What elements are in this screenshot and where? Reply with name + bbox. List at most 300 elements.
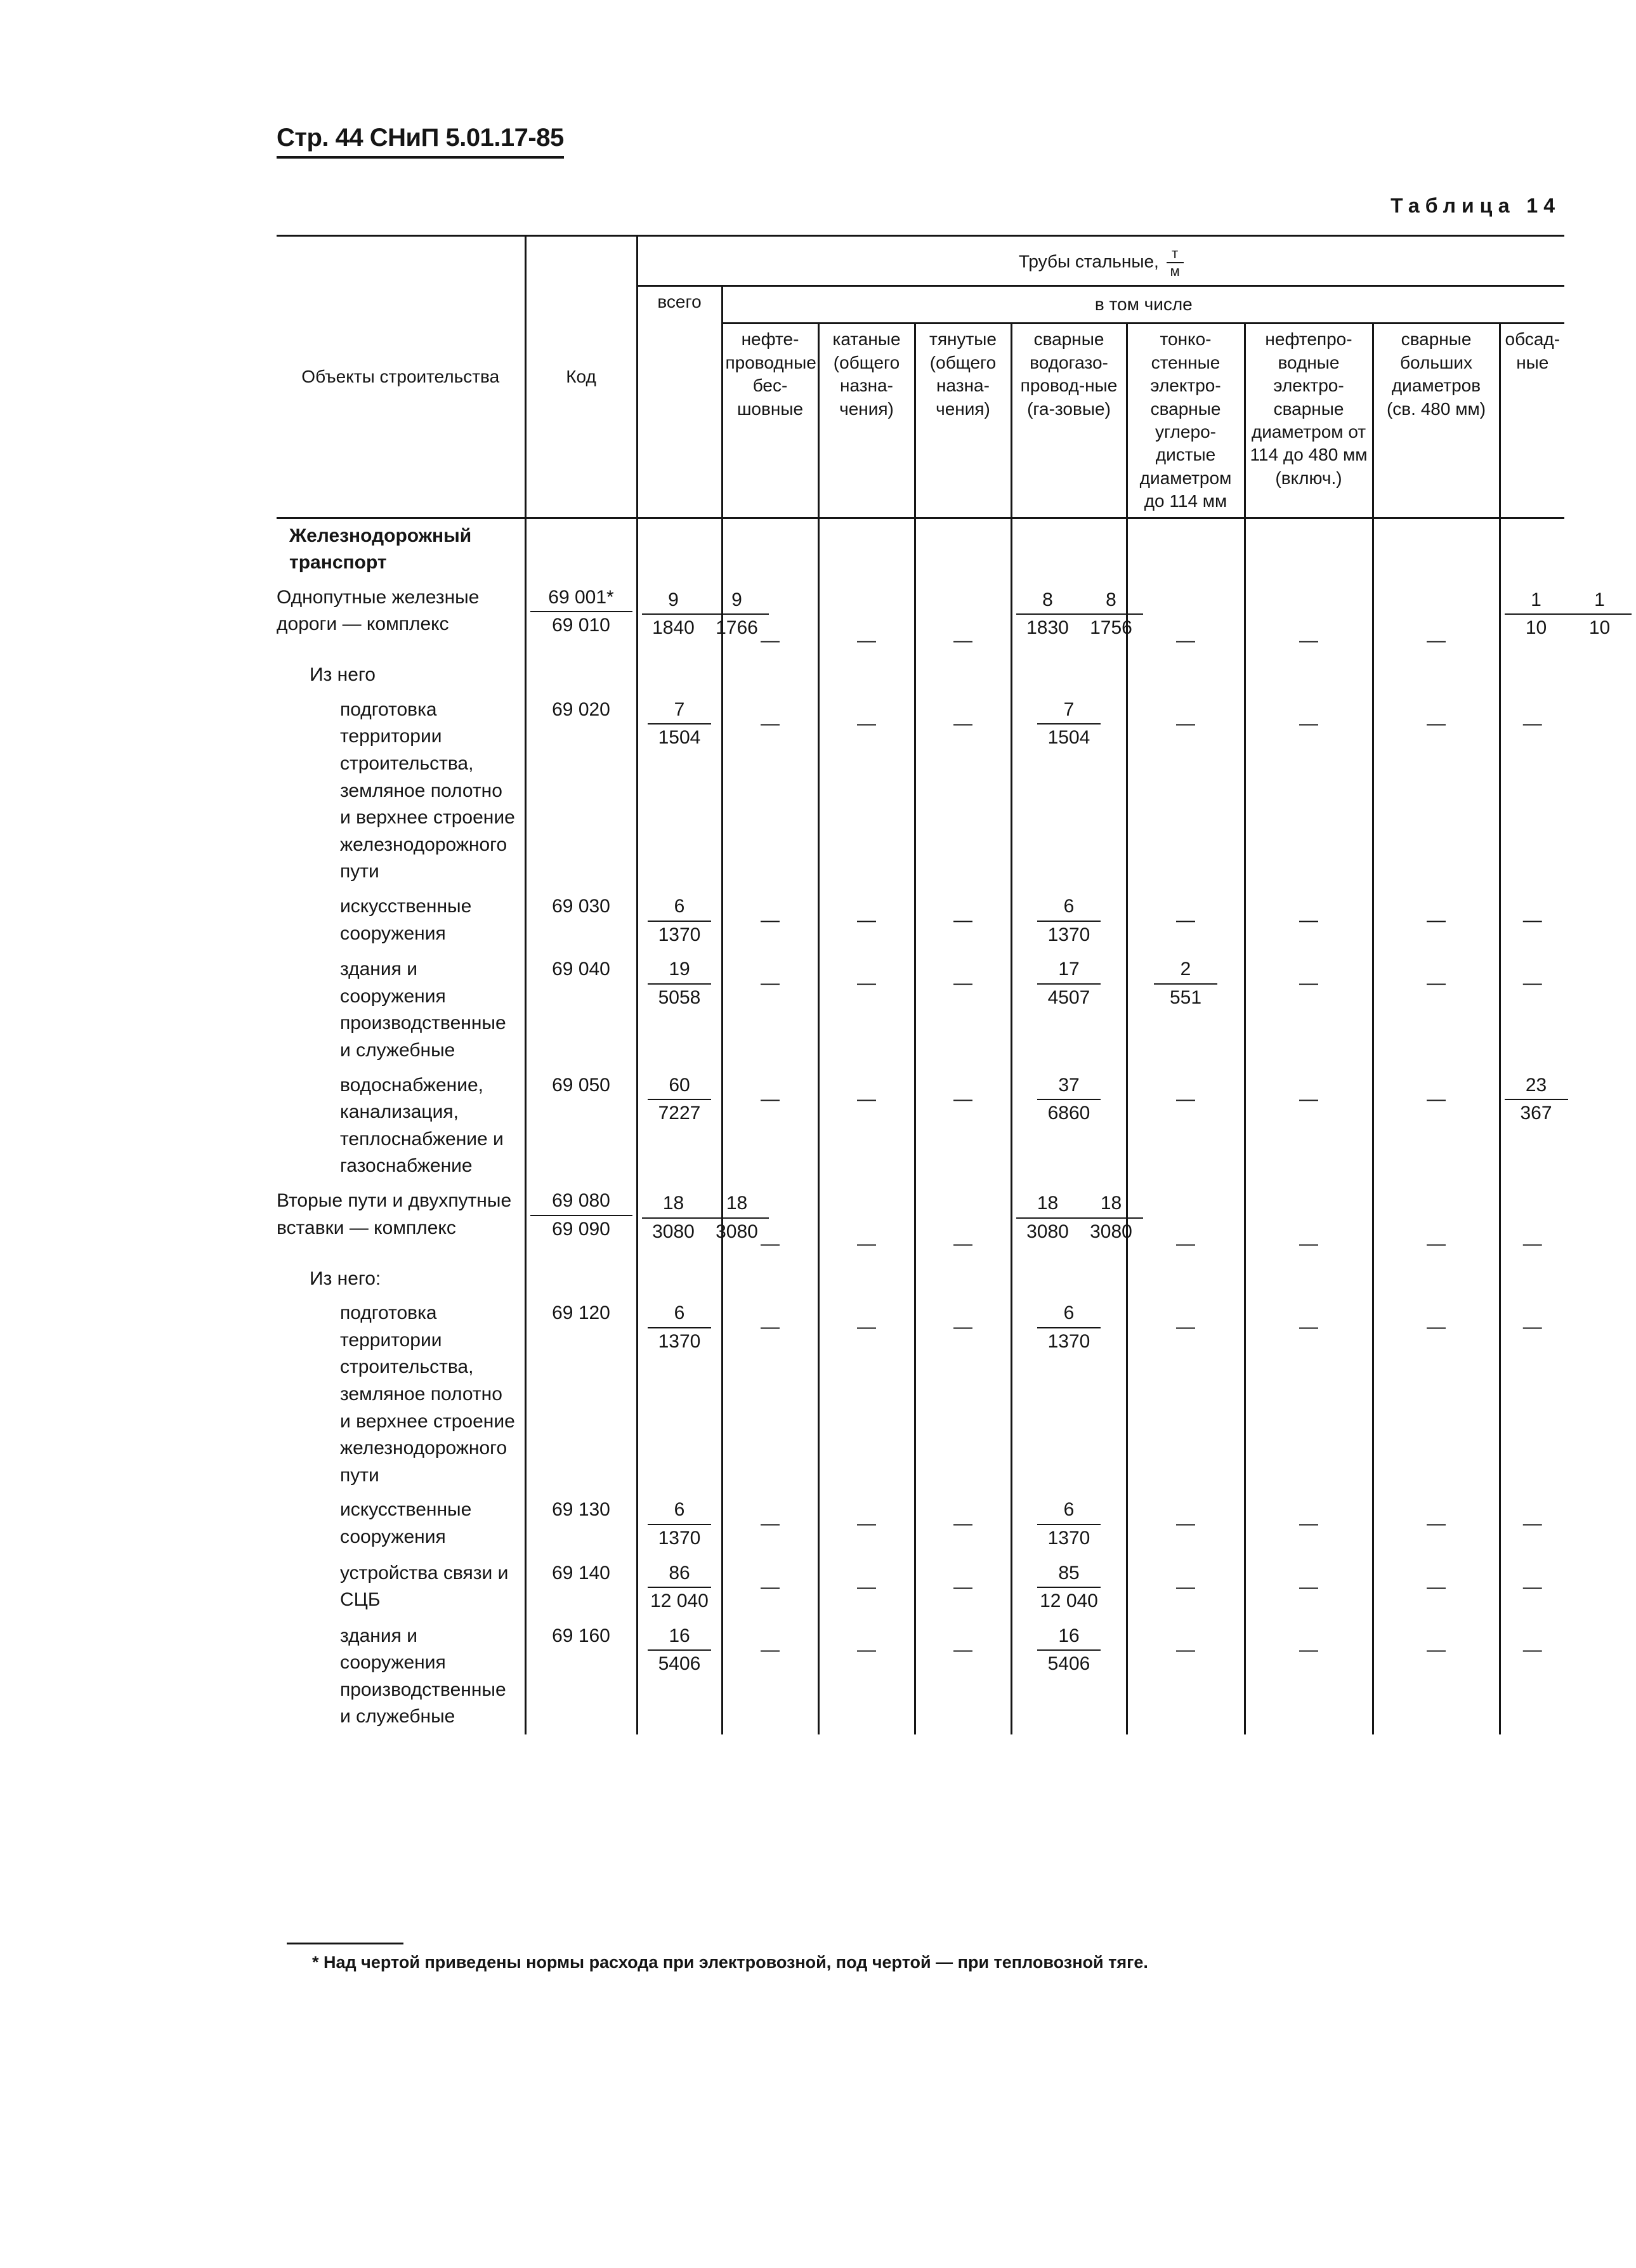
fraction: [642, 1190, 705, 1245]
table-row: [277, 1262, 1564, 1297]
fraction-numerator: 17: [1037, 956, 1101, 985]
fraction-denominator: 1766: [716, 617, 758, 639]
footnote: * Над чертой приведены нормы расхода при электровозной, под чертой — при тепловозной тяге.: [312, 1953, 1148, 1972]
cell-thin-wall: [1127, 1184, 1245, 1262]
fraction-numerator: 19: [648, 956, 711, 985]
cell-oil-electrowelded: [1245, 1296, 1373, 1493]
header-pipes-unit-den: м: [1170, 263, 1180, 279]
fraction-numerator: 9: [705, 587, 769, 615]
header-rolled-general: катаные (общего назна-чения): [818, 324, 915, 518]
cell-welded-water-gas: [1011, 1619, 1127, 1734]
code-value: 69 020: [552, 698, 610, 720]
fraction-denominator: 551: [1169, 987, 1202, 1008]
norms-table-container: [277, 235, 1611, 1734]
fraction: [705, 587, 769, 642]
fraction: [1037, 956, 1101, 1011]
row-code: [525, 658, 637, 693]
cell-thin-wall: [1127, 952, 1245, 1068]
fraction: [648, 1623, 711, 1678]
fraction-numerator: 18: [642, 1190, 705, 1219]
cell-thin-wall: [1127, 1262, 1245, 1297]
header-pipes-group: [637, 236, 1564, 286]
cell-welded-water-gas: [1011, 952, 1127, 1068]
cell-welded-large: [1373, 693, 1500, 889]
cell-casing: [1500, 580, 1611, 659]
footnote-divider: [287, 1943, 403, 1944]
dash-mark: —: [953, 1233, 972, 1254]
cell-drawn-general: [915, 1262, 1011, 1297]
dash-mark: —: [1299, 973, 1318, 994]
cell-thin-wall: [1127, 693, 1245, 889]
cell-total: [637, 1493, 722, 1556]
row-code: [525, 580, 637, 659]
dash-mark: —: [1176, 629, 1195, 651]
page-header: Стр. 44 СНиП 5.01.17-85: [277, 124, 564, 159]
cell-casing: [1500, 1262, 1564, 1297]
fraction-denominator: 1504: [1047, 727, 1090, 749]
fraction: [1037, 1560, 1101, 1615]
cell-total: [637, 1556, 722, 1619]
dash-mark: —: [761, 1639, 780, 1660]
dash-mark: —: [1427, 973, 1446, 994]
cell-thin-wall: [1127, 1493, 1245, 1556]
row-name: Из него: [310, 664, 376, 686]
fraction-denominator: 10: [1588, 617, 1611, 639]
header-total: всего: [637, 286, 722, 518]
fraction-denominator: 1830: [1026, 617, 1069, 639]
cell-welded-water-gas: [1011, 518, 1127, 580]
fraction-denominator: 3080: [652, 1221, 695, 1242]
cell-thin-wall: [1127, 1619, 1245, 1734]
dash-mark: —: [953, 712, 972, 734]
fraction-numerator: 7: [1037, 697, 1101, 725]
fraction: [1037, 1497, 1101, 1552]
dash-mark: —: [1522, 712, 1542, 734]
cell-welded-large: [1373, 1493, 1500, 1556]
cell-casing: [1500, 1184, 1564, 1262]
row-name: водоснабжение, канализация, теплоснабжение и газоснабжение: [340, 1074, 504, 1177]
fraction: [1505, 587, 1568, 642]
fraction: [1568, 587, 1632, 642]
dash-mark: —: [857, 629, 876, 651]
cell-welded-large: [1373, 1068, 1500, 1184]
fraction: [648, 1497, 711, 1552]
cell-seamless-oil: [722, 1262, 818, 1297]
dash-mark: —: [761, 1576, 780, 1597]
row-code: [525, 1493, 637, 1556]
cell-rolled-general: [818, 1296, 915, 1493]
fraction-denominator: 367: [1520, 1103, 1552, 1124]
cell-casing: [1500, 518, 1564, 580]
cell-seamless-oil: [722, 658, 818, 693]
table-caption: Таблица 14: [1391, 194, 1561, 217]
cell-thin-wall: [1127, 580, 1245, 659]
cell-seamless-oil: [722, 889, 818, 952]
dash-mark: —: [1522, 1316, 1542, 1338]
fraction-numerator: 6: [648, 1497, 711, 1525]
fraction: [1037, 1623, 1101, 1678]
fraction-numerator: 8: [1080, 587, 1143, 615]
dash-mark: —: [761, 1088, 780, 1110]
dash-mark: —: [761, 1233, 780, 1254]
code-value: 69 010: [530, 611, 632, 639]
fraction: [1154, 956, 1217, 1011]
cell-oil-electrowelded: [1245, 580, 1373, 659]
fraction: [648, 1300, 711, 1355]
dash-mark: —: [1427, 629, 1446, 651]
table-row: [277, 889, 1564, 952]
dash-mark: —: [953, 910, 972, 931]
header-seamless-oil: нефте-проводные бес-шовные: [722, 324, 818, 518]
header-welded-large: сварные больших диаметров (св. 480 мм): [1373, 324, 1500, 518]
dash-mark: —: [1299, 910, 1318, 931]
cell-welded-large: [1373, 1619, 1500, 1734]
table-row: [277, 1184, 1564, 1262]
row-code: [525, 1619, 637, 1734]
cell-rolled-general: [818, 889, 915, 952]
fraction-numerator: 23: [1505, 1072, 1568, 1101]
cell-thin-wall: [1127, 1296, 1245, 1493]
dash-mark: —: [1176, 1088, 1195, 1110]
header-pipes-label: Трубы стальные,: [1018, 251, 1159, 272]
cell-drawn-general: [915, 693, 1011, 889]
cell-drawn-general: [915, 1619, 1011, 1734]
dash-mark: —: [857, 1513, 876, 1535]
fraction-denominator: 1840: [652, 617, 695, 639]
cell-seamless-oil: [722, 1619, 818, 1734]
cell-welded-large: [1373, 1296, 1500, 1493]
fraction-numerator: 6: [1037, 1497, 1101, 1525]
dash-mark: —: [1299, 629, 1318, 651]
cell-rolled-general: [818, 1493, 915, 1556]
fraction: [648, 697, 711, 752]
cell-rolled-general: [818, 1619, 915, 1734]
dash-mark: —: [1427, 1316, 1446, 1338]
fraction: [1037, 893, 1101, 948]
cell-rolled-general: [818, 1184, 915, 1262]
cell-welded-large: [1373, 580, 1500, 659]
fraction-denominator: 1370: [658, 924, 701, 945]
norms-table: [277, 235, 1611, 1734]
cell-oil-electrowelded: [1245, 1556, 1373, 1619]
cell-casing: [1500, 889, 1564, 952]
fraction-denominator: 7227: [658, 1103, 701, 1124]
header-including: в том числе: [722, 286, 1564, 324]
row-name: искусственные сооружения: [340, 1499, 472, 1547]
code-value: 69 030: [552, 896, 610, 917]
dash-mark: —: [1427, 910, 1446, 931]
cell-oil-electrowelded: [1245, 518, 1373, 580]
table-row: [277, 658, 1564, 693]
cell-thin-wall: [1127, 518, 1245, 580]
dash-mark: —: [857, 973, 876, 994]
code-value: 69 140: [552, 1562, 610, 1583]
row-code: [525, 1262, 637, 1297]
fraction-numerator: 2: [1154, 956, 1217, 985]
dash-mark: —: [1522, 1513, 1542, 1535]
header-code: Код: [525, 236, 637, 518]
fraction-denominator: 1756: [1090, 617, 1132, 639]
fraction: [1505, 1072, 1568, 1127]
dash-mark: —: [857, 1316, 876, 1338]
cell-total: [637, 518, 722, 580]
fraction-denominator: 5406: [1047, 1653, 1090, 1675]
cell-rolled-general: [818, 693, 915, 889]
cell-total: [637, 1184, 758, 1262]
row-code: [525, 1184, 637, 1262]
cell-welded-water-gas: [1011, 658, 1127, 693]
dash-mark: —: [1427, 1639, 1446, 1660]
code-value: 69 130: [552, 1499, 610, 1521]
cell-welded-water-gas: [1011, 1068, 1127, 1184]
row-name: здания и сооружения производственные и служебные: [340, 1625, 506, 1727]
table-row: [277, 1619, 1564, 1734]
table-row: [277, 1296, 1564, 1493]
row-name: Железнодорожный транспорт: [289, 525, 472, 574]
table-row: [277, 693, 1564, 889]
fraction-denominator: 1504: [658, 727, 701, 749]
code-value: 69 040: [552, 959, 610, 980]
fraction-numerator: 85: [1037, 1560, 1101, 1589]
row-code: [525, 693, 637, 889]
cell-welded-large: [1373, 518, 1500, 580]
cell-total: [637, 1619, 722, 1734]
cell-rolled-general: [818, 1556, 915, 1619]
dash-mark: —: [1176, 910, 1195, 931]
cell-oil-electrowelded: [1245, 889, 1373, 952]
cell-oil-electrowelded: [1245, 1262, 1373, 1297]
cell-thin-wall: [1127, 1556, 1245, 1619]
dash-mark: —: [1176, 1233, 1195, 1254]
dash-mark: —: [1176, 1316, 1195, 1338]
dash-mark: —: [1176, 712, 1195, 734]
cell-oil-electrowelded: [1245, 1619, 1373, 1734]
fraction-numerator: 6: [648, 893, 711, 922]
table-body: [277, 518, 1611, 1734]
cell-seamless-oil: [722, 952, 818, 1068]
fraction-denominator: 1370: [1047, 1527, 1090, 1549]
dash-mark: —: [1299, 1576, 1318, 1597]
cell-welded-large: [1373, 952, 1500, 1068]
dash-mark: —: [953, 1316, 972, 1338]
fraction-denominator: 3080: [716, 1221, 758, 1242]
fraction-denominator: 3080: [1026, 1221, 1069, 1242]
cell-drawn-general: [915, 1556, 1011, 1619]
cell-casing: [1500, 1556, 1564, 1619]
cell-seamless-oil: [722, 518, 818, 580]
cell-drawn-general: [915, 952, 1011, 1068]
dash-mark: —: [857, 712, 876, 734]
row-code: [525, 952, 637, 1068]
cell-total: [637, 580, 758, 659]
fraction-denominator: 1370: [1047, 1330, 1090, 1352]
fraction: [1037, 1072, 1101, 1127]
fraction-numerator: 16: [648, 1623, 711, 1651]
fraction-numerator: 60: [648, 1072, 711, 1101]
dash-mark: —: [953, 1513, 972, 1535]
row-code: [525, 518, 637, 580]
row-code: [525, 1556, 637, 1619]
cell-rolled-general: [818, 518, 915, 580]
fraction-denominator: 5406: [658, 1653, 701, 1675]
fraction: [1037, 1300, 1101, 1355]
cell-casing: [1500, 1296, 1564, 1493]
dash-mark: —: [1299, 1316, 1318, 1338]
cell-total: [637, 658, 722, 693]
cell-drawn-general: [915, 1184, 1011, 1262]
table-row: [277, 952, 1564, 1068]
row-name: Однопутные железные дороги — комплекс: [277, 586, 480, 635]
cell-rolled-general: [818, 658, 915, 693]
dash-mark: —: [1299, 1233, 1318, 1254]
dash-mark: —: [953, 629, 972, 651]
cell-oil-electrowelded: [1245, 952, 1373, 1068]
cell-welded-water-gas: [1011, 1184, 1132, 1262]
row-name: подготовка территории строительства, земляное полотно и верхнее строение железнодорожного пути: [340, 698, 515, 882]
dash-mark: —: [1427, 1576, 1446, 1597]
row-name: устройства связи и СЦБ: [340, 1562, 509, 1611]
header-casing: обсад-ные: [1500, 324, 1564, 518]
dash-mark: —: [1522, 1576, 1542, 1597]
fraction-numerator: 6: [648, 1300, 711, 1328]
dash-mark: —: [1299, 712, 1318, 734]
dash-mark: —: [857, 1233, 876, 1254]
fraction-numerator: 6: [1037, 1300, 1101, 1328]
fraction: [648, 893, 711, 948]
fraction: [648, 1072, 711, 1127]
fraction-numerator: 9: [642, 587, 705, 615]
code-value: 69 001*: [548, 586, 614, 608]
row-name: Из него:: [310, 1268, 381, 1289]
cell-welded-water-gas: [1011, 1262, 1127, 1297]
dash-mark: —: [761, 712, 780, 734]
dash-mark: —: [1299, 1513, 1318, 1535]
fraction: [642, 587, 705, 642]
dash-mark: —: [857, 1576, 876, 1597]
dash-mark: —: [953, 1639, 972, 1660]
cell-welded-large: [1373, 889, 1500, 952]
cell-total: [637, 952, 722, 1068]
cell-drawn-general: [915, 580, 1011, 659]
cell-rolled-general: [818, 580, 915, 659]
header-welded-water-gas: сварные водогазо-провод-ные (га-зовые): [1011, 324, 1127, 518]
cell-drawn-general: [915, 518, 1011, 580]
table-row: [277, 1556, 1564, 1619]
dash-mark: —: [857, 910, 876, 931]
cell-welded-large: [1373, 1556, 1500, 1619]
fraction-denominator: 4507: [1047, 987, 1090, 1008]
fraction-numerator: 1: [1505, 587, 1568, 615]
fraction-numerator: 37: [1037, 1072, 1101, 1101]
cell-oil-electrowelded: [1245, 693, 1373, 889]
fraction-denominator: 5058: [658, 987, 701, 1008]
cell-total: [637, 1068, 722, 1184]
cell-welded-water-gas: [1011, 580, 1132, 659]
fraction-numerator: 1: [1568, 587, 1632, 615]
dash-mark: —: [1522, 1639, 1542, 1660]
dash-mark: —: [953, 973, 972, 994]
code-value: 69 050: [552, 1074, 610, 1096]
cell-casing: [1500, 1068, 1564, 1184]
fraction: [705, 1190, 769, 1245]
cell-oil-electrowelded: [1245, 1184, 1373, 1262]
fraction-denominator: 1370: [658, 1527, 701, 1549]
dash-mark: —: [953, 1576, 972, 1597]
cell-casing: [1500, 1493, 1564, 1556]
dash-mark: —: [1299, 1639, 1318, 1660]
dash-mark: —: [1522, 973, 1542, 994]
cell-welded-large: [1373, 1184, 1500, 1262]
table-row: [277, 580, 1564, 659]
row-name: искусственные сооружения: [340, 896, 472, 944]
dash-mark: —: [1176, 1576, 1195, 1597]
row-code: [525, 889, 637, 952]
dash-mark: —: [761, 910, 780, 931]
cell-rolled-general: [818, 1068, 915, 1184]
fraction-denominator: 6860: [1047, 1103, 1090, 1124]
dash-mark: —: [1427, 712, 1446, 734]
row-name: Вторые пути и двухпутные вставки — комплекс: [277, 1190, 512, 1238]
cell-welded-large: [1373, 658, 1500, 693]
cell-drawn-general: [915, 889, 1011, 952]
header-oil-electrowelded: нефтепро-водные электро-сварные диаметром от 114 до 480 мм (включ.): [1245, 324, 1373, 518]
cell-welded-water-gas: [1011, 1556, 1127, 1619]
header-pipes-unit-num: т: [1167, 247, 1184, 263]
code-value: 69 120: [552, 1302, 610, 1324]
row-name: здания и сооружения производственные и служебные: [340, 959, 506, 1061]
cell-casing: [1500, 658, 1564, 693]
fraction-numerator: 18: [1016, 1190, 1080, 1219]
dash-mark: —: [1427, 1513, 1446, 1535]
cell-total: [637, 1262, 722, 1297]
fraction-denominator: 1370: [1047, 924, 1090, 945]
dash-mark: —: [857, 1639, 876, 1660]
cell-drawn-general: [915, 1493, 1011, 1556]
cell-rolled-general: [818, 1262, 915, 1297]
cell-welded-water-gas: [1011, 1493, 1127, 1556]
cell-seamless-oil: [722, 1556, 818, 1619]
fraction-numerator: 7: [648, 697, 711, 725]
table-row: [277, 1493, 1564, 1556]
cell-thin-wall: [1127, 889, 1245, 952]
cell-rolled-general: [818, 952, 915, 1068]
cell-seamless-oil: [722, 693, 818, 889]
fraction: [1080, 587, 1143, 642]
fraction-numerator: 18: [1080, 1190, 1143, 1219]
fraction-numerator: 18: [705, 1190, 769, 1219]
cell-thin-wall: [1127, 658, 1245, 693]
cell-casing: [1500, 952, 1564, 1068]
dash-mark: —: [761, 973, 780, 994]
cell-total: [637, 1296, 722, 1493]
fraction-numerator: 6: [1037, 893, 1101, 922]
cell-drawn-general: [915, 1296, 1011, 1493]
cell-thin-wall: [1127, 1068, 1245, 1184]
header-thin-wall: тонко-стенные электро-сварные углеро-дистые диаметром до 114 мм: [1127, 324, 1245, 518]
fraction: [648, 956, 711, 1011]
fraction-numerator: 16: [1037, 1623, 1101, 1651]
dash-mark: —: [1176, 1639, 1195, 1660]
cell-welded-water-gas: [1011, 693, 1127, 889]
cell-total: [637, 889, 722, 952]
header-pipes-unit: [1167, 247, 1184, 279]
fraction-denominator: 12 040: [650, 1590, 709, 1612]
fraction-denominator: 12 040: [1040, 1590, 1098, 1612]
dash-mark: —: [761, 1513, 780, 1535]
cell-seamless-oil: [722, 1296, 818, 1493]
fraction-denominator: 3080: [1090, 1221, 1132, 1242]
cell-oil-electrowelded: [1245, 1493, 1373, 1556]
